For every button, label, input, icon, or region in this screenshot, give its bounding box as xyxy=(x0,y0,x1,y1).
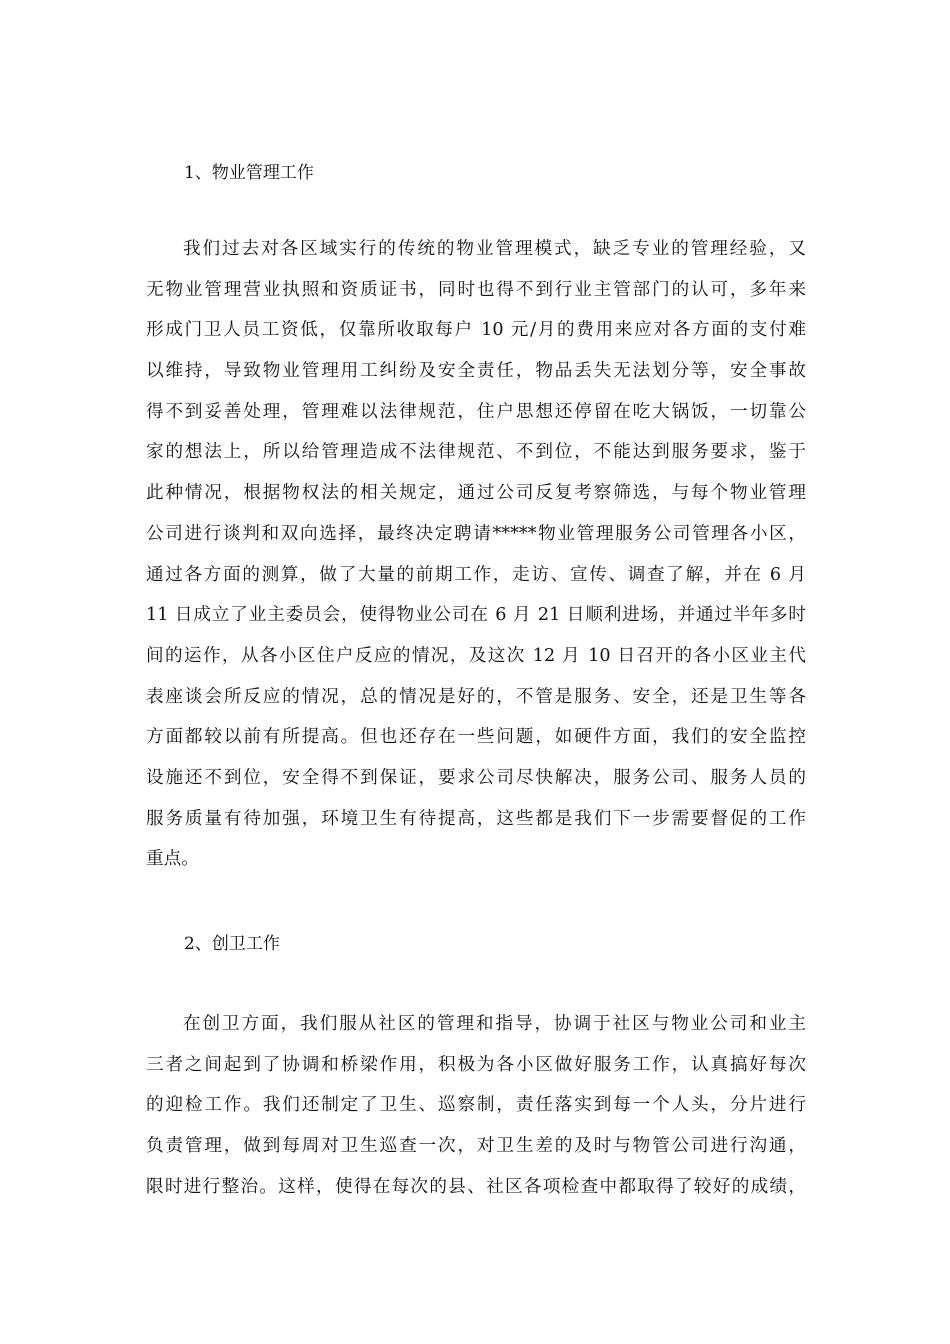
section-heading-sanitation: 2、创卫工作 xyxy=(184,934,280,954)
paragraph-line: 在创卫方面，我们服从社区的管理和指导，协调于社区与物业公司和业主 xyxy=(183,1014,806,1034)
paragraph-line: 11 日成立了业主委员会，使得物业公司在 6 月 21 日顺利进场，并通过半年多时 xyxy=(146,605,806,626)
paragraph-line: 重点。 xyxy=(146,849,199,870)
paragraph-line: 无物业管理营业执照和资质证书，同时也得不到行业主管部门的认可，多年来 xyxy=(146,279,806,300)
paragraph-line: 设施还不到位，安全得不到保证，要求公司尽快解决，服务公司、服务人员的 xyxy=(146,767,806,788)
paragraph-line: 表座谈会所反应的情况，总的情况是好的，不管是服务、安全，还是卫生等各 xyxy=(146,686,806,707)
paragraph-line: 我们过去对各区域实行的传统的物业管理模式，缺乏专业的管理经验，又 xyxy=(183,239,806,259)
paragraph-line: 得不到妥善处理，管理难以法律规范，住户思想还停留在吃大锅饭，一切靠公 xyxy=(146,401,806,422)
paragraph-line: 通过各方面的测算，做了大量的前期工作，走访、宣传、调查了解，并在 6 月 xyxy=(146,564,806,585)
paragraph-line: 家的想法上，所以给管理造成不法律规范、不到位，不能达到服务要求，鉴于 xyxy=(146,442,806,463)
paragraph-line: 以维持，导致物业管理用工纠纷及安全责任，物品丢失无法划分等，安全事故 xyxy=(146,361,806,382)
paragraph-line: 此种情况，根据物权法的相关规定，通过公司反复考察筛选，与每个物业管理 xyxy=(146,483,806,504)
paragraph-line: 方面都较以前有所提高。但也还存在一些问题，如硬件方面，我们的安全监控 xyxy=(146,727,806,748)
paragraph-line: 公司进行谈判和双向选择，最终决定聘请*****物业管理服务公司管理各小区， xyxy=(146,523,806,544)
paragraph-line: 形成门卫人员工资低，仅靠所收取每户 10 元/月的费用来应对各方面的支付难 xyxy=(146,320,806,341)
paragraph-line: 的迎检工作。我们还制定了卫生、巡察制，责任落实到每一个人头，分片进行 xyxy=(146,1095,806,1116)
paragraph-line: 限时进行整治。这样，使得在每次的县、社区各项检查中都取得了较好的成绩， xyxy=(146,1176,806,1197)
paragraph-line: 负责管理，做到每周对卫生巡查一次，对卫生差的及时与物管公司进行沟通， xyxy=(146,1136,806,1157)
section-paragraph-sanitation xyxy=(146,1011,806,1214)
paragraph-line: 间的运作，从各小区住户反应的情况，及这次 12 月 10 日召开的各小区业主代 xyxy=(146,645,806,666)
paragraph-line: 三者之间起到了协调和桥梁作用，积极为各小区做好服务工作，认真搞好每次 xyxy=(146,1054,806,1075)
section-heading-property-management: 1、物业管理工作 xyxy=(184,163,314,183)
paragraph-line: 服务质量有待加强，环境卫生有待提高，这些都是我们下一步需要督促的工作 xyxy=(146,808,806,829)
section-paragraph-property-management xyxy=(146,236,806,887)
